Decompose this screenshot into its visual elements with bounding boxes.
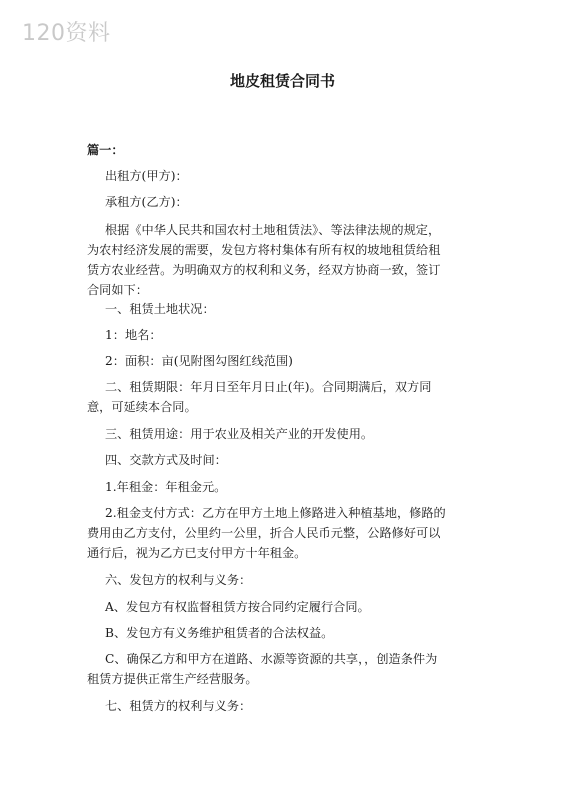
paragraph-line: A、发包方有权监督租赁方按合同约定履行合同。: [105, 600, 370, 614]
paragraph-line: 三、租赁用途：用于农业及相关产业的开发使用。: [105, 427, 374, 441]
paragraph-line: 二、租赁期限：年月日至年月日止(年)。合同期满后，双方同: [105, 380, 432, 394]
paragraph-area: [87, 351, 477, 371]
paragraph-line: 赁方农业经营。为明确双方的权利和义务，经双方协商一致，签订: [87, 263, 441, 277]
paragraph-item-a: [87, 597, 477, 617]
paragraph-line: 为农村经济发展的需要，发包方将村集体有所有权的坡地租赁给租: [87, 243, 441, 257]
paragraph-line: B、发包方有义务维护租赁者的合法权益。: [105, 626, 334, 640]
paragraph-lease-term: [87, 377, 477, 417]
paragraph-line: 意，可延续本合同。: [87, 400, 197, 414]
paragraph-item-c: [87, 649, 477, 689]
paragraph-line: 承租方(乙方)：: [105, 195, 188, 209]
paragraph-line: 1.年租金：年租金元。: [105, 480, 227, 494]
paragraph-lessor: [87, 166, 477, 186]
paragraph-line: 四、交款方式及时间：: [105, 453, 227, 467]
watermark: 120资料: [22, 21, 111, 46]
paragraph-place-name: [87, 325, 477, 345]
paragraph-line: 六、发包方的权利与义务：: [105, 573, 252, 587]
paragraph-lease-use: [87, 424, 477, 444]
document-title: 地皮租赁合同书: [229, 72, 335, 90]
paragraph-land-status: [87, 299, 477, 319]
paragraph-line: 通行后，视为乙方已支付甲方十年租金。: [87, 546, 307, 560]
paragraph-line: 出租方(甲方)：: [105, 169, 188, 183]
paragraph-line: 租赁方提供正常生产经营服务。: [87, 672, 258, 686]
paragraph-lessor-rights: [87, 570, 477, 590]
paragraph-lessee: [87, 192, 477, 212]
paragraph-line: 一、租赁土地状况：: [105, 302, 215, 316]
paragraph-lessee-rights: [87, 696, 477, 716]
paragraph-annual-rent: [87, 477, 477, 497]
paragraph-item-b: [87, 623, 477, 643]
paragraph-payment: [87, 450, 477, 470]
paragraph-line: C、确保乙方和甲方在道路、水源等资源的共享，，创造条件为: [105, 652, 438, 666]
paragraph-line: 费用由乙方支付，公里约一公里，折合人民币元整，公路修好可以: [87, 526, 441, 540]
paragraph-line: 2.租金支付方式：乙方在甲方土地上修路进入种植基地，修路的: [105, 506, 446, 520]
paragraph-line: 根据《中华人民共和国农村土地租赁法》、等法律法规的规定，: [105, 223, 441, 237]
paragraph-preamble: [87, 220, 477, 300]
paragraph-line: 七、租赁方的权利与义务：: [105, 699, 252, 713]
section-heading: 篇一：: [87, 143, 124, 157]
paragraph-payment-method: [87, 503, 477, 563]
paragraph-line: 1：地名：: [105, 328, 162, 342]
paragraph-line: 合同如下：: [87, 283, 148, 297]
paragraph-line: 2：面积：亩(见附图勾图红线范围): [105, 354, 293, 368]
